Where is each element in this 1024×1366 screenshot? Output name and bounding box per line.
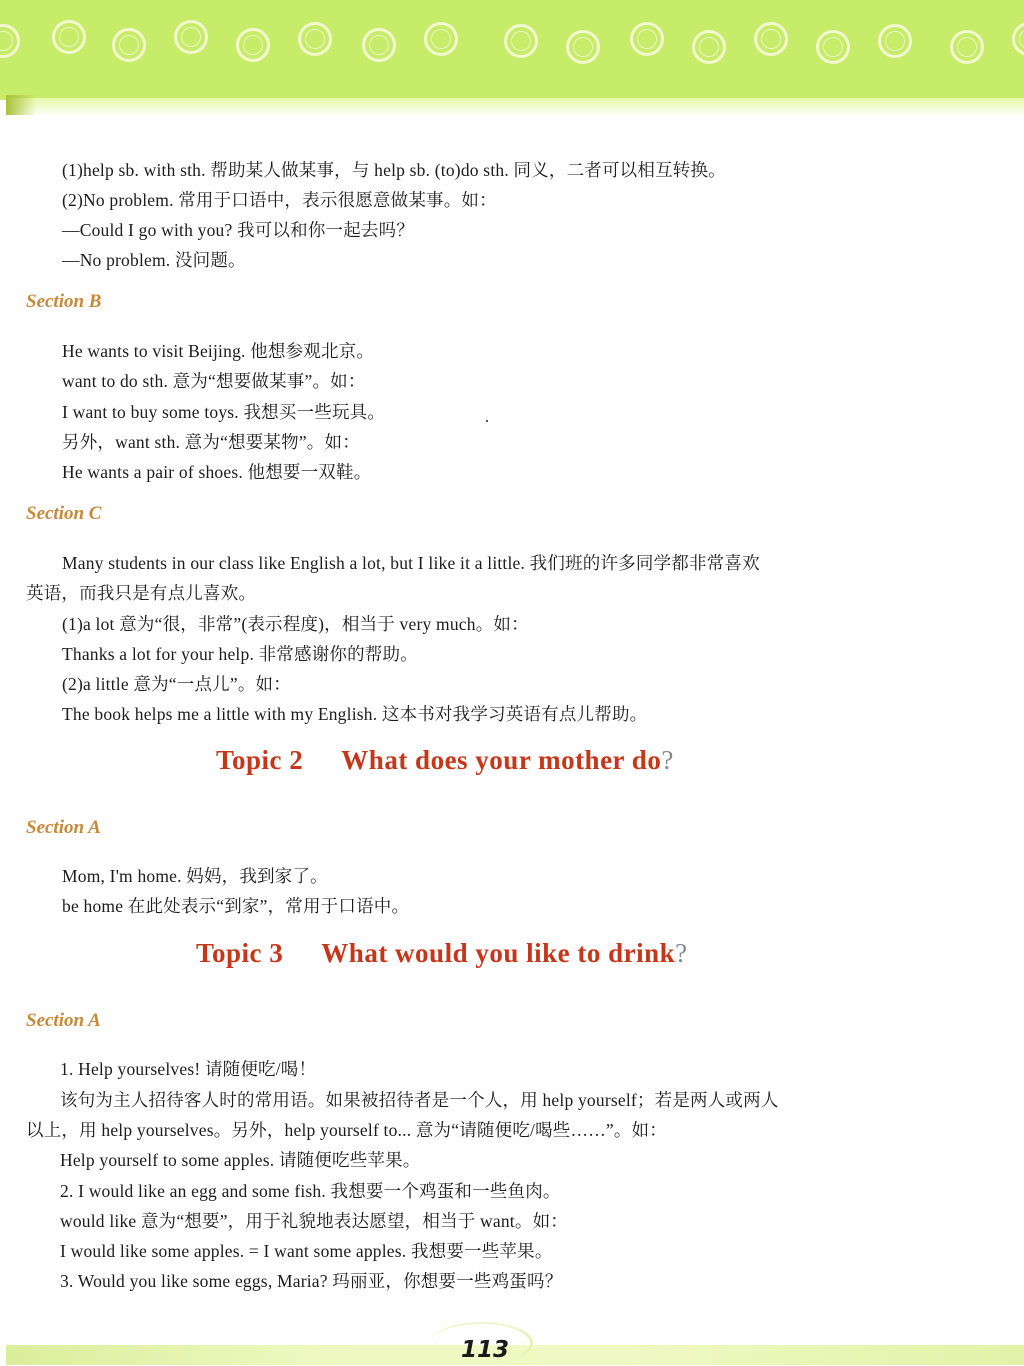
section-heading: Section C — [26, 503, 102, 524]
text-line: The book helps me a little with my English. 这本书对我学习英语有点儿帮助。 — [62, 704, 648, 724]
text-line: (1)help sb. with sth. 帮助某人做某事，与 help sb. (to)do sth. 同义，二者可以相互转换。 — [62, 160, 726, 180]
ring-decoration — [566, 30, 600, 64]
text-line: I would like some apples. = I want some apples. 我想要一些苹果。 — [60, 1241, 553, 1261]
ring-decoration — [362, 28, 396, 62]
topic-number: Topic 3 — [196, 938, 284, 968]
banner-shadow — [8, 98, 1024, 116]
print-speck — [486, 420, 488, 422]
text-line: be home 在此处表示“到家”，常用于口语中。 — [62, 896, 410, 916]
ring-decoration — [112, 28, 146, 62]
ring-decoration — [236, 28, 270, 62]
ring-decoration — [0, 24, 20, 58]
text-line: (1)a lot 意为“很，非常”(表示程度)，相当于 very much。如： — [62, 614, 529, 634]
text-line: —Could I go with you? 我可以和你一起去吗？ — [62, 220, 415, 240]
ring-decoration — [174, 20, 208, 54]
text-line: 1. Help yourselves! 请随便吃/喝！ — [60, 1059, 317, 1079]
text-line: Thanks a lot for your help. 非常感谢你的帮助。 — [62, 644, 418, 664]
ring-decoration — [754, 22, 788, 56]
ring-decoration — [950, 30, 984, 64]
topic-number: Topic 2 — [216, 745, 304, 775]
ring-decoration — [878, 24, 912, 58]
section-heading: Section B — [26, 291, 102, 312]
text-line: 以上，用 help yourselves。另外，help yourself to... 意为“请随便吃/喝些……”。如： — [26, 1120, 667, 1140]
ring-decoration — [504, 24, 538, 58]
page-number: 113 — [460, 1337, 509, 1363]
text-line: (2)No problem. 常用于口语中，表示很愿意做某事。如： — [62, 190, 497, 210]
text-line: (2)a little 意为“一点儿”。如： — [62, 674, 291, 694]
topic-question-mark: ? — [661, 745, 674, 775]
section-heading: Section A — [26, 1010, 101, 1031]
topic-heading — [216, 745, 674, 776]
banner-edge — [6, 95, 36, 115]
topic-title: What would you like to drink — [321, 938, 676, 968]
topic-title: What does your mother do — [341, 745, 662, 775]
ring-decoration — [52, 20, 86, 54]
text-line: 该句为主人招待客人时的常用语。如果被招待者是一个人，用 help yourself；若是两人或两人 — [60, 1090, 779, 1110]
text-line: 2. I would like an egg and some fish. 我想要一个鸡蛋和一些鱼肉。 — [60, 1181, 561, 1201]
ring-decoration — [630, 22, 664, 56]
ring-decoration — [816, 30, 850, 64]
ring-decoration — [424, 22, 458, 56]
text-line: —No problem. 没问题。 — [62, 250, 246, 270]
text-line: Mom, I'm home. 妈妈，我到家了。 — [62, 866, 328, 886]
text-line: 英语，而我只是有点儿喜欢。 — [26, 583, 257, 603]
text-line: would like 意为“想要”，用于礼貌地表达愿望，相当于 want。如： — [60, 1211, 568, 1231]
topic-heading — [196, 938, 688, 969]
text-line: 另外，want sth. 意为“想要某物”。如： — [62, 432, 360, 452]
text-line: He wants a pair of shoes. 他想要一双鞋。 — [62, 462, 372, 482]
section-heading: Section A — [26, 817, 101, 838]
ring-decoration — [1012, 22, 1024, 56]
text-line: He wants to visit Beijing. 他想参观北京。 — [62, 341, 375, 361]
top-banner — [0, 0, 1024, 100]
text-line: Many students in our class like English a lot, but I like it a little. 我们班的许多同学都非常喜欢 — [62, 553, 760, 573]
text-line: I want to buy some toys. 我想买一些玩具。 — [62, 402, 386, 422]
text-line: want to do sth. 意为“想要做某事”。如： — [62, 371, 366, 391]
ring-decoration — [298, 22, 332, 56]
text-line: Help yourself to some apples. 请随便吃些苹果。 — [60, 1150, 421, 1170]
topic-question-mark: ? — [675, 938, 688, 968]
text-line: 3. Would you like some eggs, Maria? 玛丽亚，你想要一些鸡蛋吗？ — [60, 1271, 563, 1291]
ring-decoration — [692, 30, 726, 64]
